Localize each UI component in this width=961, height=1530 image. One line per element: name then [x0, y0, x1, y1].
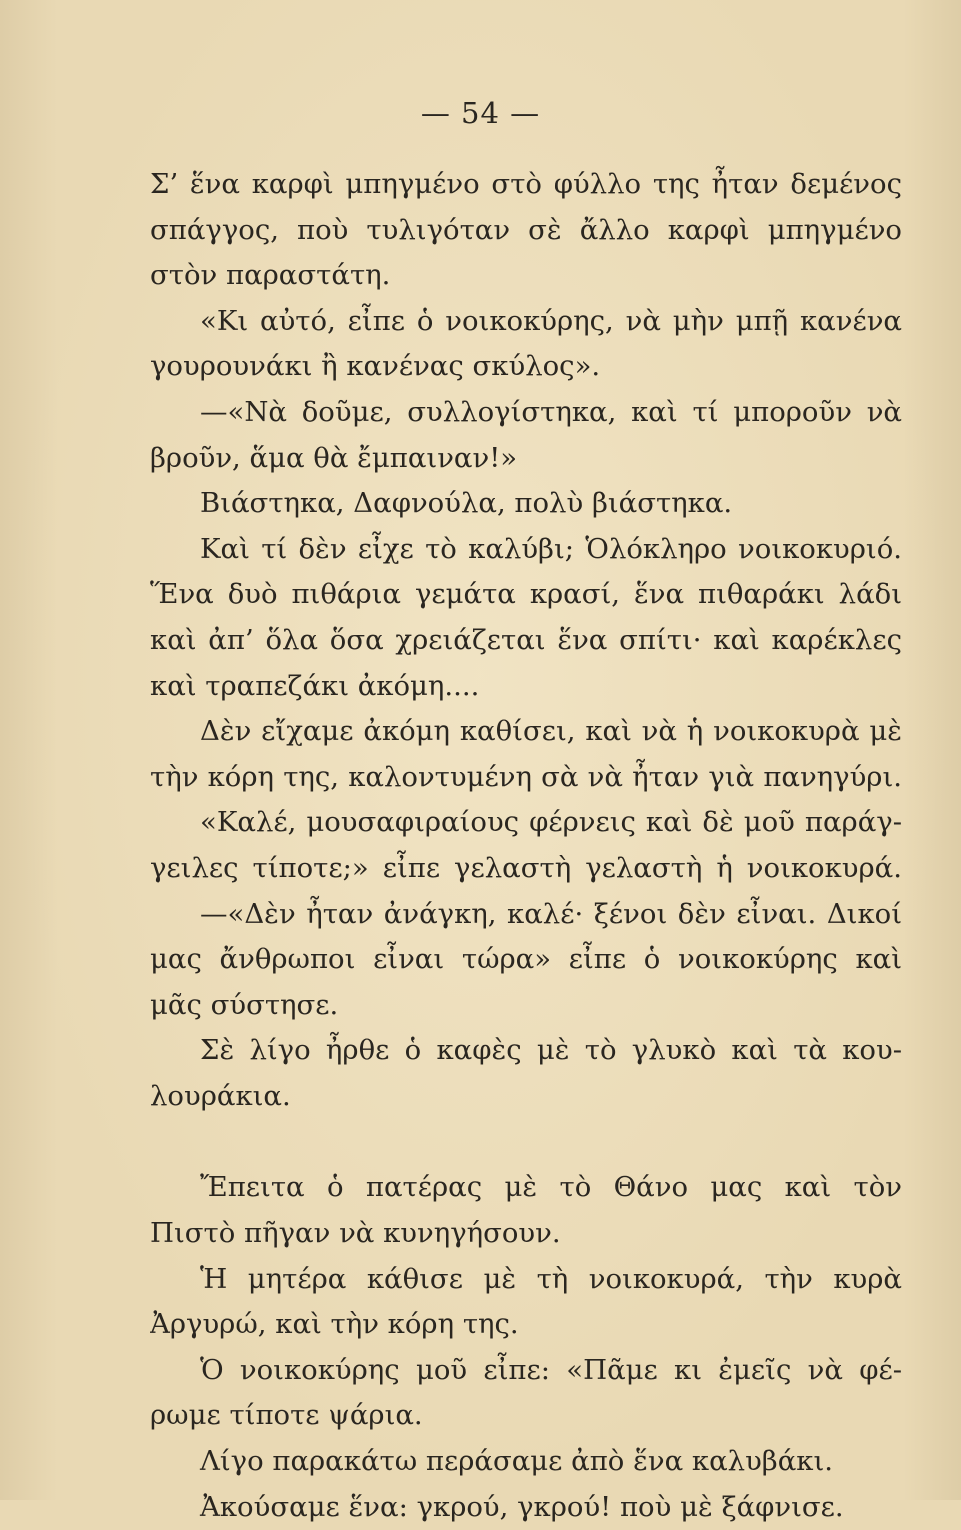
text-line: μας ἄνθρωποι εἶναι τώρα» εἶπε ὁ νοικοκύρης καὶ	[150, 943, 902, 976]
text-line: σπάγγος, ποὺ τυλιγόταν σὲ ἄλλο καρφὶ μπηγμένο	[150, 213, 902, 246]
body-text	[150, 162, 902, 1530]
text-line: βροῦν, ἅμα θὰ ἔμπαιναν!»	[150, 441, 518, 474]
text-line: Λίγο παρακάτω περάσαμε ἀπὸ ἕνα καλυβάκι.	[200, 1445, 833, 1478]
paragraph-group-1	[150, 162, 902, 1119]
text-line: καὶ ἀπ’ ὅλα ὅσα χρειάζεται ἕνα σπίτι· καὶ καρέκλες	[150, 623, 902, 656]
text-line: τὴν κόρη της, καλοντυμένη σὰ νὰ ἦταν γιὰ πανηγύρι.	[150, 760, 902, 793]
text-line: Πιστὸ πῆγαν νὰ κυνηγήσουν.	[150, 1217, 561, 1250]
text-line: γειλες τίποτε;» εἶπε γελαστὴ γελαστὴ ἡ νοικοκυρά.	[150, 851, 902, 884]
text-line: λουράκια.	[150, 1079, 291, 1112]
text-line: —«Νὰ δοῦμε, συλλογίστηκα, καὶ τί μποροῦν νὰ	[200, 395, 902, 428]
text-line: Ἔπειτα ὁ πατέρας μὲ τὸ Θάνο μας καὶ τὸν	[200, 1171, 902, 1204]
text-line: Καὶ τί δὲν εἶχε τὸ καλύβι; Ὁλόκληρο νοικοκυριό.	[200, 532, 902, 565]
text-line: Δὲν εἴχαμε ἀκόμη καθίσει, καὶ νὰ ἡ νοικοκυρὰ μὲ	[200, 715, 902, 748]
text-line: γουρουνάκι ἢ κανένας σκύλος».	[150, 350, 601, 383]
text-line: «Καλέ, μουσαφιραίους φέρνεις καὶ δὲ μοῦ παράγ-	[200, 806, 902, 839]
text-line: Σὲ λίγο ἦρθε ὁ καφὲς μὲ τὸ γλυκὸ καὶ τὰ κου-	[200, 1034, 902, 1067]
text-line: Σ’ ἕνα καρφὶ μπηγμένο στὸ φύλλο της ἦταν δεμένος	[150, 168, 902, 200]
text-line: στὸν παραστάτη.	[150, 259, 391, 292]
text-line: Ὁ νοικοκύρης μοῦ εἶπε: «Πᾶμε κι ἐμεῖς νὰ φέ-	[200, 1353, 902, 1386]
text-line: ρωμε τίποτε ψάρια.	[150, 1399, 423, 1432]
section-break	[150, 1119, 902, 1165]
paragraph-group-2	[150, 1165, 902, 1530]
text-line: Ἀκούσαμε ἕνα: γκρού, γκρού! ποὺ μὲ ξάφνισε.	[200, 1490, 844, 1523]
text-line: —«Δὲν ἦταν ἀνάγκη, καλέ· ξένοι δὲν εἶναι. Δικοί	[200, 897, 902, 930]
text-line: Βιάστηκα, Δαφνούλα, πολὺ βιάστηκα.	[200, 487, 733, 520]
text-line: «Κι αὐτό, εἶπε ὁ νοικοκύρης, νὰ μὴν μπῇ κανένα	[200, 304, 902, 337]
page-number: — 54 —	[420, 96, 541, 130]
text-line: μᾶς σύστησε.	[150, 988, 339, 1021]
text-line: Ἡ μητέρα κάθισε μὲ τὴ νοικοκυρά, τὴν κυρὰ	[200, 1262, 902, 1295]
text-line: Ἕνα δυὸ πιθάρια γεμάτα κρασί, ἕνα πιθαράκι λάδι	[150, 578, 902, 611]
text-line: Ἀργυρώ, καὶ τὴν κόρη της.	[150, 1308, 519, 1341]
text-line: καὶ τραπεζάκι ἀκόμη....	[150, 669, 480, 702]
